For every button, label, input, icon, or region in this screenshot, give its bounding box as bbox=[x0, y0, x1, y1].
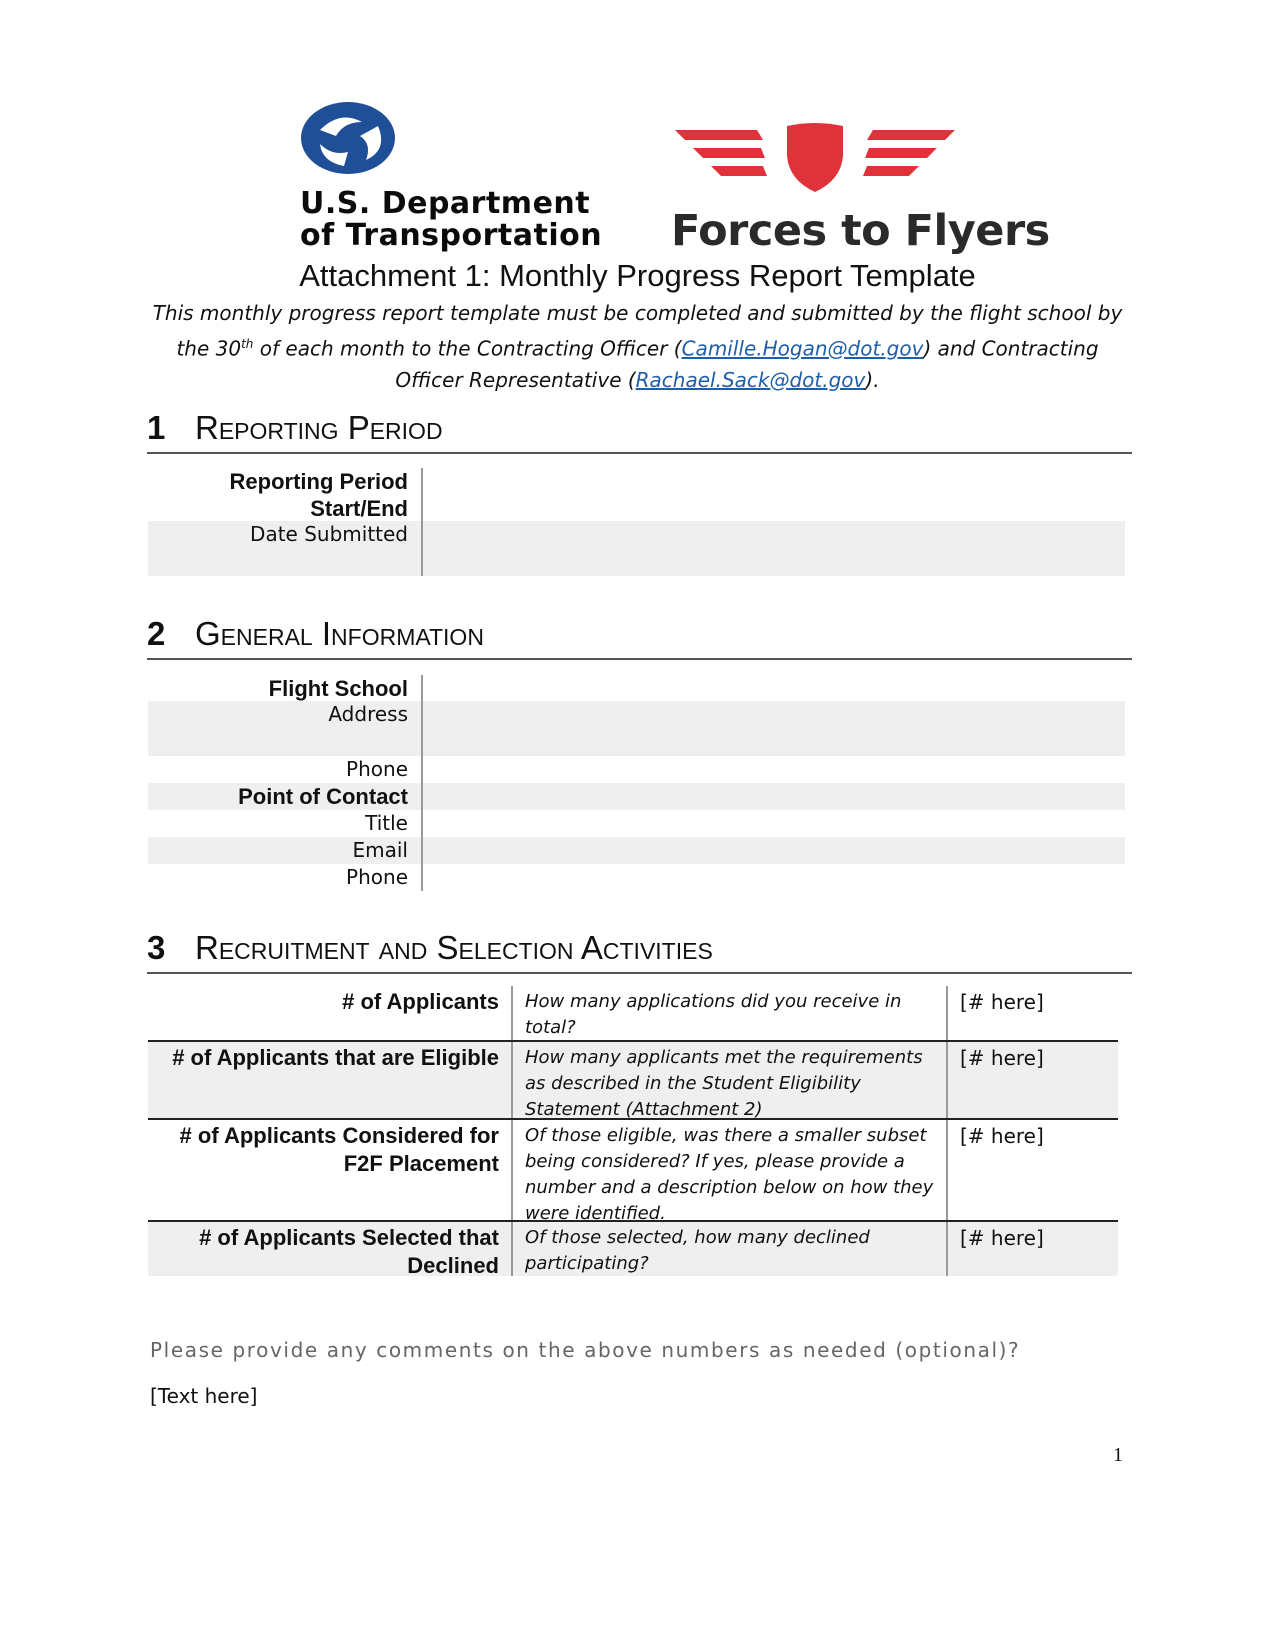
date-submitted-label: Date Submitted bbox=[148, 521, 423, 576]
section-3-title: Recruitment and Selection Activities bbox=[195, 929, 713, 966]
poc-phone-value[interactable] bbox=[423, 864, 1125, 891]
document-title: Attachment 1: Monthly Progress Report Template bbox=[299, 258, 976, 293]
recruitment-table bbox=[148, 986, 1118, 1276]
phone-label: Phone bbox=[148, 756, 423, 783]
intro-text-2: of each month to the Contracting Officer ( bbox=[253, 336, 682, 361]
applicants-answer[interactable]: [# here] bbox=[960, 990, 1044, 1014]
wings-shield-icon bbox=[665, 120, 965, 196]
address-row bbox=[148, 701, 1125, 756]
section-2-title: General Information bbox=[195, 615, 484, 652]
eligible-label: # of Applicants that are Eligible bbox=[148, 1042, 513, 1118]
poc-row bbox=[148, 783, 1125, 810]
address-value[interactable] bbox=[423, 701, 1125, 756]
flight-school-row bbox=[148, 675, 1125, 701]
declined-question: Of those selected, how many declined participating? bbox=[513, 1222, 948, 1276]
forces-to-flyers-logo bbox=[665, 120, 1050, 260]
poc-label: Point of Contact bbox=[148, 783, 423, 810]
reporting-period-label-line1: Reporting Period bbox=[229, 469, 408, 494]
reporting-period-table bbox=[148, 468, 1125, 576]
considered-label: # of Applicants Considered for F2F Placement bbox=[148, 1120, 513, 1220]
section-2-number: 2 bbox=[147, 615, 166, 652]
page-number: 1 bbox=[1113, 1444, 1123, 1466]
eligible-answer[interactable]: [# here] bbox=[960, 1046, 1044, 1070]
dot-wordmark-line1: U.S. Department bbox=[300, 186, 591, 221]
poc-phone-row bbox=[148, 864, 1125, 891]
reporting-period-label bbox=[148, 468, 423, 521]
table-row bbox=[148, 1222, 1118, 1276]
intro-text-3: ) and Contracting Officer Representative ( bbox=[395, 336, 1099, 392]
eligible-question: How many applicants met the requirements as described in the Student Eligibility Statement (Attachment 2) bbox=[513, 1042, 948, 1118]
poc-title-label: Title bbox=[148, 810, 423, 837]
poc-title-row bbox=[148, 810, 1125, 837]
flight-school-label: Flight School bbox=[148, 675, 423, 701]
cor-email-link[interactable]: Rachael.Sack@dot.gov bbox=[635, 367, 866, 392]
poc-phone-label: Phone bbox=[148, 864, 423, 891]
date-submitted-row bbox=[148, 521, 1125, 576]
dot-wordmark-line2: of Transportation bbox=[300, 218, 603, 253]
dot-wordmark bbox=[300, 188, 602, 252]
poc-email-label: Email bbox=[148, 837, 423, 864]
considered-answer[interactable]: [# here] bbox=[960, 1124, 1044, 1148]
poc-value[interactable] bbox=[423, 783, 1125, 810]
poc-email-value[interactable] bbox=[423, 837, 1125, 864]
reporting-period-value[interactable] bbox=[423, 468, 1125, 521]
section-3-number: 3 bbox=[147, 929, 166, 966]
declined-answer[interactable]: [# here] bbox=[960, 1226, 1044, 1250]
intro-text-4: ). bbox=[865, 367, 880, 392]
reporting-period-row bbox=[148, 468, 1125, 521]
phone-value[interactable] bbox=[423, 756, 1125, 783]
poc-title-value[interactable] bbox=[423, 810, 1125, 837]
intro-paragraph bbox=[150, 298, 1125, 396]
general-info-table bbox=[148, 675, 1125, 891]
table-row bbox=[148, 1042, 1118, 1120]
applicants-question: How many applications did you receive in total? bbox=[513, 986, 948, 1040]
date-submitted-value[interactable] bbox=[423, 521, 1125, 576]
comments-text-field[interactable]: [Text here] bbox=[150, 1384, 258, 1408]
section-1-heading bbox=[147, 408, 1132, 454]
flight-school-value[interactable] bbox=[423, 675, 1125, 701]
address-label: Address bbox=[148, 701, 423, 756]
comments-prompt: Please provide any comments on the above numbers as needed (optional)? bbox=[150, 1338, 1021, 1362]
section-2-heading bbox=[147, 614, 1132, 660]
table-row bbox=[148, 1120, 1118, 1222]
intro-text-1: This monthly progress report template must be completed and submitted by the flight school by the 30 bbox=[152, 301, 1123, 361]
table-row bbox=[148, 986, 1118, 1042]
phone-row bbox=[148, 756, 1125, 783]
reporting-period-label-line2: Start/End bbox=[310, 496, 408, 521]
ftf-wordmark: Forces to Flyers bbox=[671, 206, 1050, 256]
section-1-title: Reporting Period bbox=[195, 409, 443, 446]
poc-email-row bbox=[148, 837, 1125, 864]
dot-triskelion-icon bbox=[300, 100, 400, 176]
dot-logo bbox=[300, 100, 610, 260]
considered-question: Of those eligible, was there a smaller subset being considered? If yes, please provide a number and a description below on how they were identified. bbox=[513, 1120, 948, 1220]
contracting-officer-email-link[interactable]: Camille.Hogan@dot.gov bbox=[681, 336, 924, 361]
section-1-number: 1 bbox=[147, 409, 166, 446]
section-3-heading bbox=[147, 928, 1132, 974]
applicants-label: # of Applicants bbox=[148, 986, 513, 1040]
intro-superscript: th bbox=[241, 337, 254, 351]
logo-area bbox=[0, 100, 1275, 260]
declined-label: # of Applicants Selected that Declined bbox=[148, 1222, 513, 1276]
